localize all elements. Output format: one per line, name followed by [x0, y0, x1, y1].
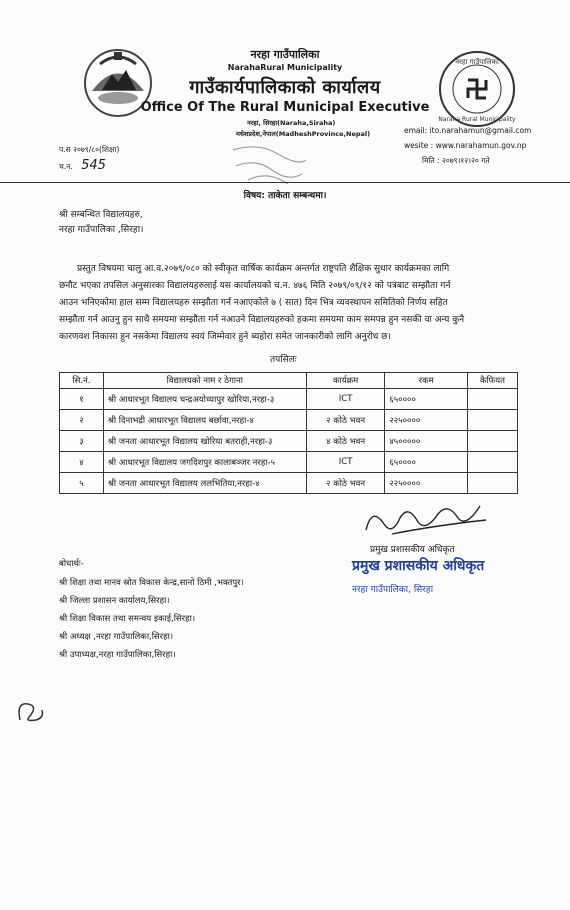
col-header-amount: रकम — [385, 373, 468, 389]
cell-sn: २ — [60, 410, 104, 431]
col-header-sn: सि.नं. — [60, 373, 104, 389]
table-row — [60, 452, 518, 473]
table-row — [60, 473, 518, 494]
body-line-1: प्रस्तुत विषयमा चालु आ.व.२०७९/०८० को स्वीकृत वार्षिक कार्यक्रम अन्तर्गत राष्ट्रपति शैक्षिक सुधार कार्यक्रमका लागि — [77, 264, 450, 274]
header-line-4: Office Of The Rural Municipal Executive — [140, 100, 430, 115]
cc-label: बोधार्थः- — [59, 559, 84, 569]
cc-item: श्री शिक्षा तथा मानव स्रोत विकास केन्द्र,सानो ठिमी ,भक्तपुर। — [59, 578, 244, 588]
svg-text:नरहा गाउँपालिका: नरहा गाउँपालिका — [455, 58, 499, 66]
header-divider — [0, 182, 570, 183]
cc-item: श्री शिक्षा विकास तथा समन्वय इकाई,सिरहा। — [59, 614, 196, 624]
cell-sn: ५ — [60, 473, 104, 494]
table-caption: तपसिलः — [270, 355, 297, 365]
cell-name: श्री आधारभूत विद्यालय चन्द्रअयोध्यापुर खोरिया,नरहा-३ — [103, 389, 306, 410]
cell-amount: २२५०००० — [385, 410, 468, 431]
cell-sn: ४ — [60, 452, 104, 473]
header-website: wesite : www.narahamun.gov.np — [404, 141, 527, 150]
cell-remark — [467, 389, 517, 410]
cell-program: २ कोठे भवन — [306, 410, 385, 431]
table-row — [60, 389, 518, 410]
header-date: मिति : २०७९।१२।२० गते — [422, 156, 490, 165]
svg-text:Naraha Rural Municipality: Naraha Rural Municipality — [438, 116, 516, 123]
chana-label: च.न. — [59, 162, 73, 171]
header-address-2: मधेशप्रदेश,नेपाल(MadheshProvince,Nepal) — [236, 130, 371, 138]
cell-name: श्री जनता आधारभूत विद्यालय खोरिया बतराही,नरहा-३ — [103, 431, 306, 452]
body-line-5: कारणवश निकासा हुन नसकेमा विद्यालय स्वयं जिम्मेवार हुने ब्यहोरा समेत जानकारीको लागि अनुरोध छ। — [59, 332, 391, 342]
reference-chana — [59, 158, 106, 173]
subject-line: विषय: ताकेता सम्बन्धमा। — [243, 191, 327, 201]
header-line-3: गाउँकार्यपालिकाको कार्यालय — [189, 77, 381, 98]
received-stamp-mark — [228, 140, 308, 188]
col-header-program: कार्यक्रम — [306, 373, 385, 389]
cell-program: २ कोठे भवन — [306, 473, 385, 494]
header-address-1: नरहा, सिरहा(Naraha,Siraha) — [247, 119, 336, 127]
header-line-1: नरहा गाउँपालिका — [250, 48, 320, 61]
cell-amount: ४५००००० — [385, 431, 468, 452]
cell-remark — [467, 473, 517, 494]
reference-ps: प.स २०७९/८०(शिक्षा) — [59, 145, 120, 154]
cell-sn: १ — [60, 389, 104, 410]
chana-value: 545 — [81, 158, 106, 173]
cell-amount: २२५०००० — [385, 473, 468, 494]
cell-remark — [467, 410, 517, 431]
cell-remark — [467, 431, 517, 452]
cell-remark — [467, 452, 517, 473]
recipient-line-1: श्री सम्बन्धित विद्यालयहरु, — [59, 210, 143, 220]
table-row — [60, 410, 518, 431]
cc-item: श्री जिल्ला प्रशासन कार्यालय,सिरहा। — [59, 596, 170, 606]
signature-title: प्रमुख प्रशासकीय अधिकृत — [370, 545, 455, 555]
officer-stamp-line-1: प्रमुख प्रशासकीय अधिकृत — [352, 558, 485, 574]
cell-name: श्री जनता आधारभूत विद्यालय ललभितिया,नरहा-४ — [103, 473, 306, 494]
cell-name: श्री दिनाभद्री आधारभूत विद्यालय बर्छावा,नरहा-४ — [103, 410, 306, 431]
cell-amount: ६५०००० — [385, 452, 468, 473]
table-header-row — [60, 373, 518, 389]
cell-program: ICT — [306, 452, 385, 473]
col-header-remark: कैफियत — [467, 373, 517, 389]
cell-sn: ३ — [60, 431, 104, 452]
table-row — [60, 431, 518, 452]
cell-name: श्री आधारभूत विद्यालय जगदिशपुर कालाबञ्जर नरहा-५ — [103, 452, 306, 473]
recipient-line-2: नरहा गाउँपालिका ,सिरहा। — [59, 225, 144, 235]
officer-signature — [362, 496, 492, 544]
header-email: email: ito.narahamun@gmail.com — [404, 126, 532, 135]
cell-program: ४ कोठे भवन — [306, 431, 385, 452]
cc-item: श्री अध्यक्ष ,नरहा गाउँपालिका,सिरहा। — [59, 632, 174, 642]
officer-stamp-line-2: नरहा गाउँपालिका, सिरहा — [352, 585, 434, 595]
col-header-name: विद्यालयको नाम र ठेगाना — [103, 373, 306, 389]
handwritten-initial-mark — [14, 696, 48, 726]
body-line-2: छनौट भएका तपसिल अनुसारका विद्यालयहरुलाई यस कार्यालयको च.न. ४७६ मिति २०७९/०९/१२ को पत्रबाट सम्झौता गर्न — [59, 281, 451, 291]
schools-table — [59, 372, 518, 494]
cc-item: श्री उपाध्यक्ष,नरहा गाउँपालिका,सिरहा। — [59, 650, 176, 660]
header-line-2: NarahaRural Municipality — [227, 63, 343, 72]
cell-program: ICT — [306, 389, 385, 410]
cell-amount: ६५०००० — [385, 389, 468, 410]
body-line-3: आउन भनिएकोमा हाल सम्म विद्यालयहरु सम्झौता गर्न नआएकोले ७ ( सात) दिन भित्र व्यवस्थापन समितिको निर्णय सहित — [59, 298, 448, 308]
body-line-4: सम्झौता गर्न आउनु हुन साथै समयमा सम्झौता गर्न नआउने विद्यालयहरुको हकमा समयमा काम समपन्न हुन नसकी वा अन्य कुनै — [59, 315, 465, 325]
